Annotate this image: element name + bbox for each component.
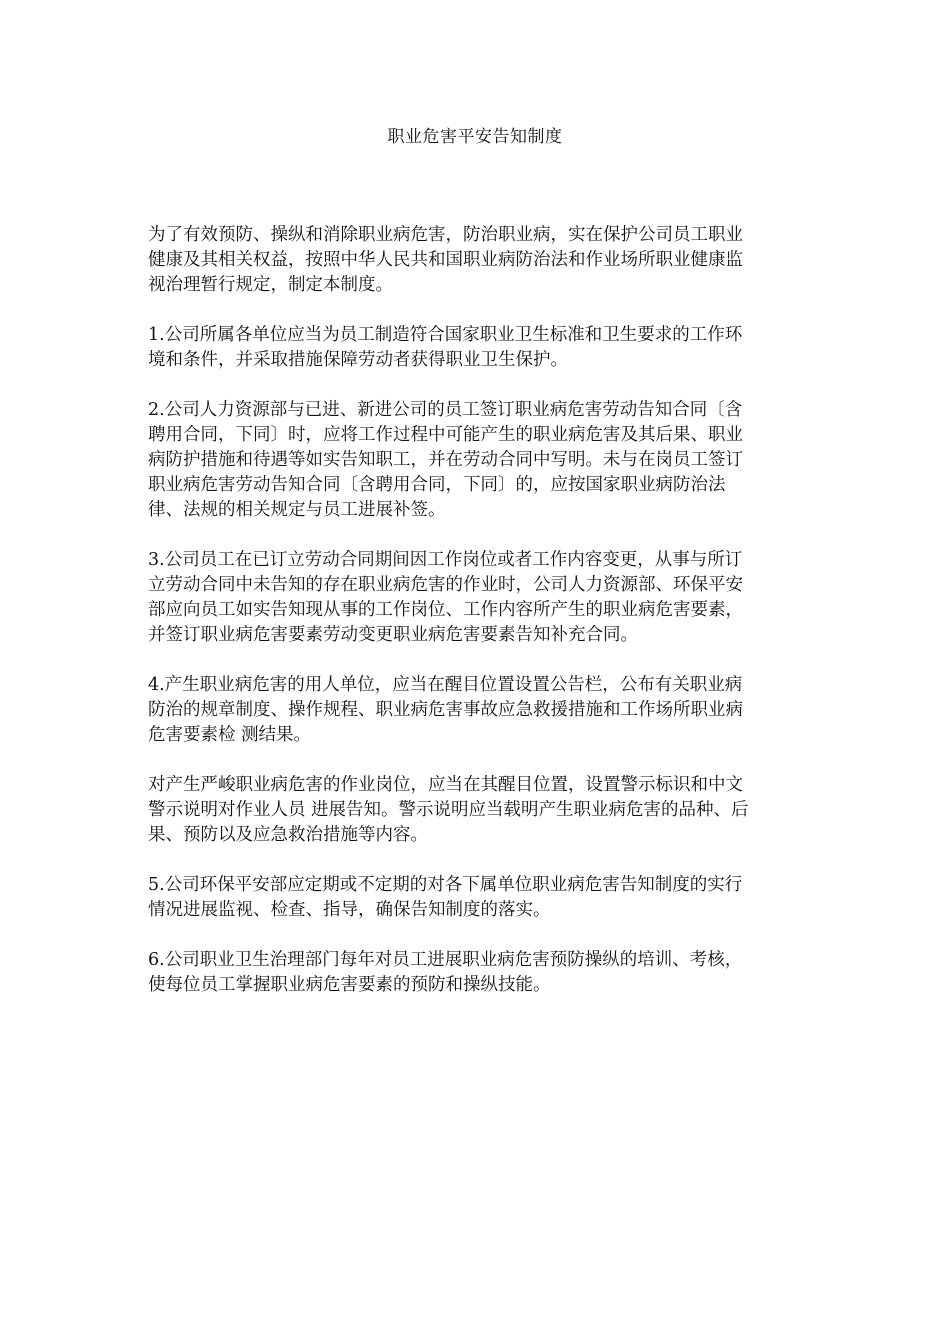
paragraph-line: 聘用合同，下同〕时，应将工作过程中可能产生的职业病危害及其后果、职业 bbox=[148, 425, 743, 445]
paragraph-line: 病防护措施和待遇等如实告知职工，并在劳动合同中写明。未与在岗员工签订 bbox=[148, 450, 743, 470]
paragraph-line: 为了有效预防、操纵和消除职业病危害，防治职业病，实在保护公司员工职业 bbox=[148, 225, 743, 245]
paragraph-line: 防治的规章制度、操作规程、职业病危害事故应急救援措施和工作场所职业病 bbox=[148, 700, 743, 720]
paragraph-line: 警示说明对作业人员 进展告知。警示说明应当载明产生职业病危害的品种、后 bbox=[148, 800, 749, 820]
paragraph-item-1 bbox=[148, 323, 808, 373]
paragraph-line: 使每位员工掌握职业病危害要素的预防和操纵技能。 bbox=[148, 975, 551, 995]
paragraph-line: 视治理暂行规定，制定本制度。 bbox=[148, 275, 393, 295]
paragraph-line: 2.公司人力资源部与已进、新进公司的员工签订职业病危害劳动告知合同〔含 bbox=[148, 400, 743, 420]
paragraph-item-6 bbox=[148, 948, 808, 998]
paragraph-line: 立劳动合同中未告知的存在职业病危害的作业时，公司人力资源部、环保平安 bbox=[148, 575, 743, 595]
paragraph-line: 境和条件，并采取措施保障劳动者获得职业卫生保护。 bbox=[148, 350, 568, 370]
paragraph-intro bbox=[148, 223, 808, 298]
paragraph-line: 职业病危害劳动告知合同〔含聘用合同，下同〕的，应按国家职业病防治法 bbox=[148, 475, 726, 495]
paragraph-line: 对产生严峻职业病危害的作业岗位，应当在其醒目位置，设置警示标识和中文 bbox=[148, 775, 743, 795]
paragraph-line: 3.公司员工在已订立劳动合同期间因工作岗位或者工作内容变更，从事与所订 bbox=[148, 550, 743, 570]
paragraph-line: 果、预防以及应急救治措施等内容。 bbox=[148, 825, 428, 845]
document-title: 职业危害平安告知制度 bbox=[387, 127, 563, 147]
paragraph-line: 5.公司环保平安部应定期或不定期的对各下属单位职业病危害告知制度的实行 bbox=[148, 875, 743, 895]
paragraph-item-4 bbox=[148, 673, 808, 748]
document-body bbox=[148, 223, 808, 1023]
paragraph-warning-notice bbox=[148, 773, 808, 848]
paragraph-line: 部应向员工如实告知现从事的工作岗位、工作内容所产生的职业病危害要素， bbox=[148, 600, 743, 620]
paragraph-line: 6.公司职业卫生治理部门每年对员工进展职业病危害预防操纵的培训、考核， bbox=[148, 950, 743, 970]
paragraph-line: 1.公司所属各单位应当为员工制造符合国家职业卫生标准和卫生要求的工作环 bbox=[148, 325, 743, 345]
paragraph-line: 4.产生职业病危害的用人单位，应当在醒目位置设置公告栏，公布有关职业病 bbox=[148, 675, 743, 695]
paragraph-line: 情况进展监视、检查、指导，确保告知制度的落实。 bbox=[148, 900, 551, 920]
paragraph-line: 健康及其相关权益，按照中华人民共和国职业病防治法和作业场所职业健康监 bbox=[148, 250, 743, 270]
paragraph-item-5 bbox=[148, 873, 808, 923]
paragraph-line: 危害要素检 测结果。 bbox=[148, 725, 312, 745]
paragraph-item-3 bbox=[148, 548, 808, 648]
paragraph-line: 并签订职业病危害要素劳动变更职业病危害要素告知补充合同。 bbox=[148, 625, 638, 645]
paragraph-item-2 bbox=[148, 398, 808, 523]
paragraph-line: 律、法规的相关规定与员工进展补签。 bbox=[148, 500, 446, 520]
